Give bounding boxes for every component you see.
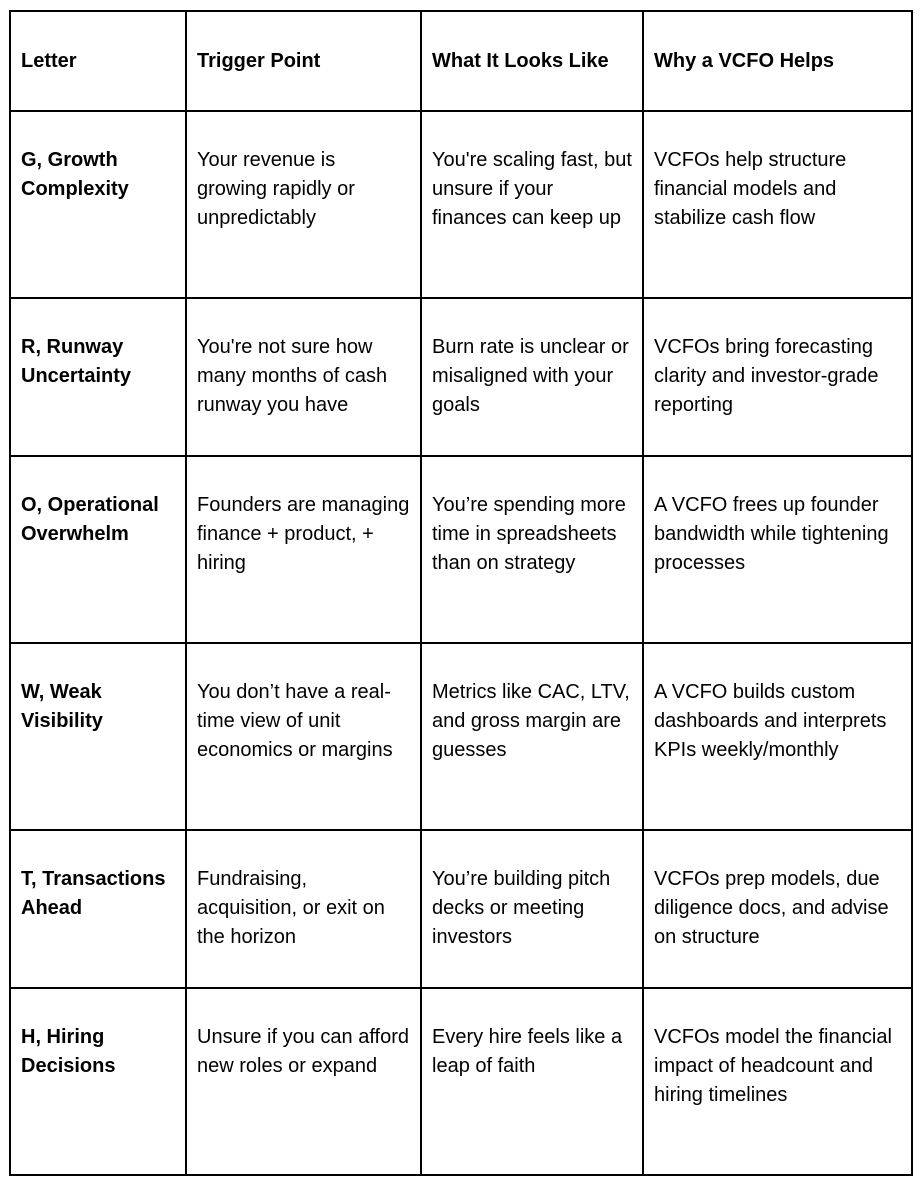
cell-why-vcfo-helps: A VCFO frees up founder bandwidth while tightening processes [643, 456, 912, 643]
cell-what-it-looks-like: You're scaling fast, but unsure if your finances can keep up [421, 111, 643, 298]
table-row [10, 988, 912, 1175]
table-row [10, 111, 912, 298]
cell-why-vcfo-helps: VCFOs model the financial impact of headcount and hiring timelines [643, 988, 912, 1175]
cell-letter: H, Hiring Decisions [10, 988, 186, 1175]
cell-what-it-looks-like: Burn rate is unclear or misaligned with your goals [421, 298, 643, 456]
cell-trigger-point: You don’t have a real-time view of unit economics or margins [186, 643, 421, 830]
cell-letter: O, Operational Overwhelm [10, 456, 186, 643]
vcfo-growth-table [9, 10, 913, 1176]
cell-why-vcfo-helps: A VCFO builds custom dashboards and interprets KPIs weekly/monthly [643, 643, 912, 830]
cell-why-vcfo-helps: VCFOs prep models, due diligence docs, and advise on structure [643, 830, 912, 988]
cell-trigger-point: Fundraising, acquisition, or exit on the horizon [186, 830, 421, 988]
table-row [10, 456, 912, 643]
cell-why-vcfo-helps: VCFOs bring forecasting clarity and investor-grade reporting [643, 298, 912, 456]
table-row [10, 643, 912, 830]
cell-what-it-looks-like: Every hire feels like a leap of faith [421, 988, 643, 1175]
cell-what-it-looks-like: You’re building pitch decks or meeting investors [421, 830, 643, 988]
header-what-it-looks-like: What It Looks Like [421, 11, 643, 111]
cell-trigger-point: Unsure if you can afford new roles or expand [186, 988, 421, 1175]
cell-trigger-point: Your revenue is growing rapidly or unpredictably [186, 111, 421, 298]
table-row [10, 298, 912, 456]
cell-letter: W, Weak Visibility [10, 643, 186, 830]
cell-what-it-looks-like: You’re spending more time in spreadsheets than on strategy [421, 456, 643, 643]
header-row [10, 11, 912, 111]
cell-what-it-looks-like: Metrics like CAC, LTV, and gross margin are guesses [421, 643, 643, 830]
cell-trigger-point: You're not sure how many months of cash runway you have [186, 298, 421, 456]
cell-letter: G, Growth Complexity [10, 111, 186, 298]
cell-letter: R, Runway Uncertainty [10, 298, 186, 456]
cell-why-vcfo-helps: VCFOs help structure financial models and stabilize cash flow [643, 111, 912, 298]
header-letter: Letter [10, 11, 186, 111]
cell-letter: T, Transactions Ahead [10, 830, 186, 988]
cell-trigger-point: Founders are managing finance + product, + hiring [186, 456, 421, 643]
table-row [10, 830, 912, 988]
header-trigger-point: Trigger Point [186, 11, 421, 111]
header-why-vcfo-helps: Why a VCFO Helps [643, 11, 912, 111]
